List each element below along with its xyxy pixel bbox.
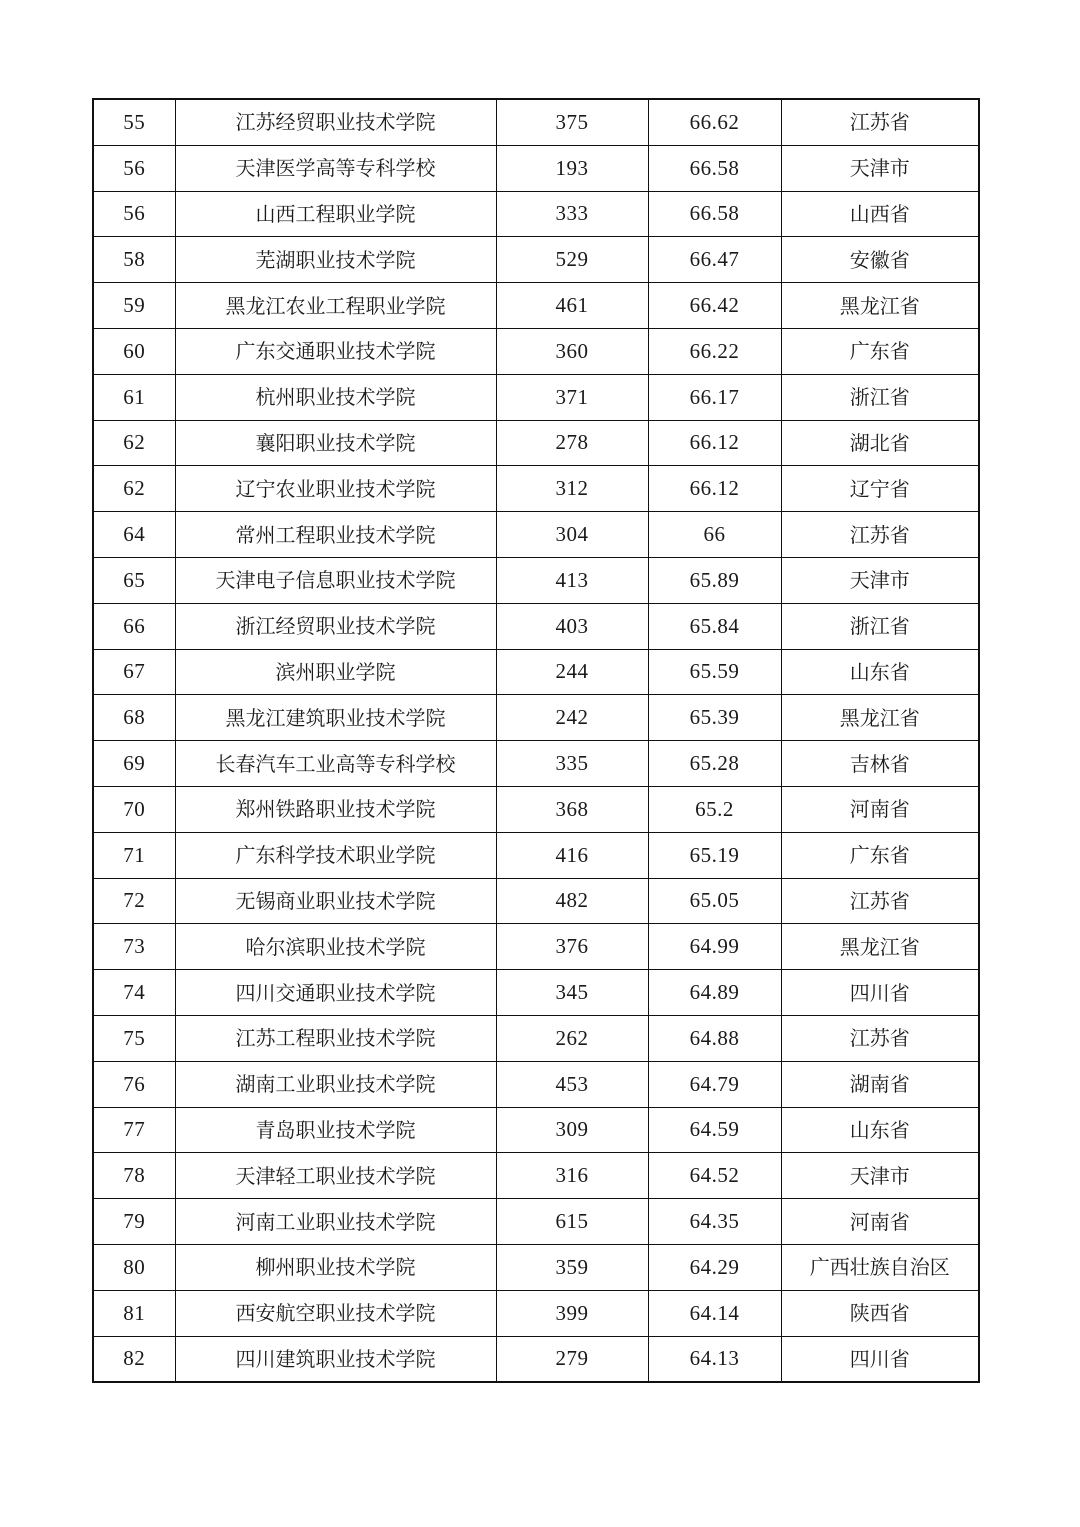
rank-cell: 59 [93, 283, 175, 329]
rank-cell: 78 [93, 1153, 175, 1199]
count-cell: 371 [496, 374, 648, 420]
count-cell: 368 [496, 786, 648, 832]
school-name-cell: 芜湖职业技术学院 [175, 237, 496, 283]
school-name-cell: 四川交通职业技术学院 [175, 970, 496, 1016]
score-cell: 64.35 [648, 1199, 781, 1245]
rank-cell: 67 [93, 649, 175, 695]
rank-cell: 56 [93, 145, 175, 191]
count-cell: 359 [496, 1244, 648, 1290]
school-name-cell: 黑龙江建筑职业技术学院 [175, 695, 496, 741]
school-name-cell: 无锡商业职业技术学院 [175, 878, 496, 924]
school-name-cell: 四川建筑职业技术学院 [175, 1336, 496, 1382]
score-cell: 65.84 [648, 603, 781, 649]
rank-cell: 65 [93, 557, 175, 603]
table-row [93, 741, 979, 787]
count-cell: 316 [496, 1153, 648, 1199]
region-cell: 山东省 [781, 649, 979, 695]
count-cell: 333 [496, 191, 648, 237]
count-cell: 279 [496, 1336, 648, 1382]
rank-cell: 56 [93, 191, 175, 237]
region-cell: 河南省 [781, 1199, 979, 1245]
region-cell: 黑龙江省 [781, 924, 979, 970]
school-name-cell: 湖南工业职业技术学院 [175, 1061, 496, 1107]
score-cell: 64.88 [648, 1015, 781, 1061]
count-cell: 262 [496, 1015, 648, 1061]
table-row [93, 695, 979, 741]
school-name-cell: 浙江经贸职业技术学院 [175, 603, 496, 649]
region-cell: 广西壮族自治区 [781, 1244, 979, 1290]
count-cell: 193 [496, 145, 648, 191]
school-name-cell: 滨州职业学院 [175, 649, 496, 695]
region-cell: 浙江省 [781, 603, 979, 649]
count-cell: 482 [496, 878, 648, 924]
table-row [93, 1153, 979, 1199]
region-cell: 广东省 [781, 832, 979, 878]
rank-cell: 69 [93, 741, 175, 787]
count-cell: 529 [496, 237, 648, 283]
school-name-cell: 河南工业职业技术学院 [175, 1199, 496, 1245]
region-cell: 黑龙江省 [781, 283, 979, 329]
count-cell: 615 [496, 1199, 648, 1245]
table-row [93, 1290, 979, 1336]
region-cell: 山西省 [781, 191, 979, 237]
rank-cell: 58 [93, 237, 175, 283]
score-cell: 66.62 [648, 99, 781, 145]
region-cell: 江苏省 [781, 512, 979, 558]
region-cell: 湖南省 [781, 1061, 979, 1107]
count-cell: 375 [496, 99, 648, 145]
table-row [93, 145, 979, 191]
region-cell: 四川省 [781, 970, 979, 1016]
region-cell: 吉林省 [781, 741, 979, 787]
score-cell: 66.42 [648, 283, 781, 329]
school-name-cell: 江苏经贸职业技术学院 [175, 99, 496, 145]
school-name-cell: 黑龙江农业工程职业学院 [175, 283, 496, 329]
table-row [93, 832, 979, 878]
table-row [93, 603, 979, 649]
rank-cell: 76 [93, 1061, 175, 1107]
score-cell: 65.59 [648, 649, 781, 695]
score-cell: 66.58 [648, 145, 781, 191]
region-cell: 江苏省 [781, 1015, 979, 1061]
score-cell: 64.14 [648, 1290, 781, 1336]
table-row [93, 878, 979, 924]
region-cell: 河南省 [781, 786, 979, 832]
region-cell: 陕西省 [781, 1290, 979, 1336]
count-cell: 312 [496, 466, 648, 512]
school-name-cell: 天津轻工职业技术学院 [175, 1153, 496, 1199]
school-name-cell: 长春汽车工业高等专科学校 [175, 741, 496, 787]
table-row [93, 557, 979, 603]
score-cell: 66.12 [648, 466, 781, 512]
count-cell: 309 [496, 1107, 648, 1153]
table-row [93, 466, 979, 512]
rank-cell: 68 [93, 695, 175, 741]
table-row [93, 786, 979, 832]
rank-cell: 60 [93, 328, 175, 374]
school-name-cell: 西安航空职业技术学院 [175, 1290, 496, 1336]
table-row [93, 1107, 979, 1153]
ranking-table [92, 98, 980, 1383]
count-cell: 399 [496, 1290, 648, 1336]
table-row [93, 649, 979, 695]
table-row [93, 99, 979, 145]
table-row [93, 191, 979, 237]
score-cell: 66.58 [648, 191, 781, 237]
rank-cell: 77 [93, 1107, 175, 1153]
count-cell: 304 [496, 512, 648, 558]
rank-cell: 72 [93, 878, 175, 924]
score-cell: 65.89 [648, 557, 781, 603]
school-name-cell: 襄阳职业技术学院 [175, 420, 496, 466]
score-cell: 66.22 [648, 328, 781, 374]
score-cell: 64.13 [648, 1336, 781, 1382]
score-cell: 66.47 [648, 237, 781, 283]
count-cell: 335 [496, 741, 648, 787]
score-cell: 65.2 [648, 786, 781, 832]
region-cell: 江苏省 [781, 878, 979, 924]
table-row [93, 374, 979, 420]
table-row [93, 1336, 979, 1382]
count-cell: 242 [496, 695, 648, 741]
rank-cell: 55 [93, 99, 175, 145]
rank-cell: 75 [93, 1015, 175, 1061]
table-row [93, 1244, 979, 1290]
table-row [93, 512, 979, 558]
count-cell: 376 [496, 924, 648, 970]
school-name-cell: 常州工程职业技术学院 [175, 512, 496, 558]
score-cell: 65.05 [648, 878, 781, 924]
rank-cell: 80 [93, 1244, 175, 1290]
score-cell: 64.99 [648, 924, 781, 970]
school-name-cell: 广东交通职业技术学院 [175, 328, 496, 374]
rank-cell: 62 [93, 420, 175, 466]
school-name-cell: 杭州职业技术学院 [175, 374, 496, 420]
region-cell: 山东省 [781, 1107, 979, 1153]
count-cell: 416 [496, 832, 648, 878]
school-name-cell: 柳州职业技术学院 [175, 1244, 496, 1290]
count-cell: 278 [496, 420, 648, 466]
score-cell: 66 [648, 512, 781, 558]
score-cell: 64.29 [648, 1244, 781, 1290]
school-name-cell: 天津医学高等专科学校 [175, 145, 496, 191]
count-cell: 413 [496, 557, 648, 603]
score-cell: 65.28 [648, 741, 781, 787]
count-cell: 453 [496, 1061, 648, 1107]
table-row [93, 1015, 979, 1061]
score-cell: 65.19 [648, 832, 781, 878]
table-body [93, 99, 979, 1382]
count-cell: 461 [496, 283, 648, 329]
rank-cell: 64 [93, 512, 175, 558]
region-cell: 湖北省 [781, 420, 979, 466]
region-cell: 天津市 [781, 1153, 979, 1199]
rank-cell: 81 [93, 1290, 175, 1336]
region-cell: 江苏省 [781, 99, 979, 145]
table-row [93, 420, 979, 466]
region-cell: 辽宁省 [781, 466, 979, 512]
school-name-cell: 辽宁农业职业技术学院 [175, 466, 496, 512]
rank-cell: 73 [93, 924, 175, 970]
school-name-cell: 青岛职业技术学院 [175, 1107, 496, 1153]
rank-cell: 79 [93, 1199, 175, 1245]
rank-cell: 61 [93, 374, 175, 420]
rank-cell: 74 [93, 970, 175, 1016]
table-row [93, 328, 979, 374]
count-cell: 403 [496, 603, 648, 649]
school-name-cell: 哈尔滨职业技术学院 [175, 924, 496, 970]
score-cell: 66.17 [648, 374, 781, 420]
table-row [93, 970, 979, 1016]
rank-cell: 70 [93, 786, 175, 832]
table-row [93, 283, 979, 329]
region-cell: 天津市 [781, 557, 979, 603]
score-cell: 64.79 [648, 1061, 781, 1107]
rank-cell: 82 [93, 1336, 175, 1382]
school-name-cell: 江苏工程职业技术学院 [175, 1015, 496, 1061]
count-cell: 345 [496, 970, 648, 1016]
count-cell: 244 [496, 649, 648, 695]
score-cell: 65.39 [648, 695, 781, 741]
rank-cell: 62 [93, 466, 175, 512]
rank-cell: 66 [93, 603, 175, 649]
count-cell: 360 [496, 328, 648, 374]
region-cell: 天津市 [781, 145, 979, 191]
school-name-cell: 山西工程职业学院 [175, 191, 496, 237]
region-cell: 四川省 [781, 1336, 979, 1382]
table-row [93, 1199, 979, 1245]
rank-cell: 71 [93, 832, 175, 878]
region-cell: 安徽省 [781, 237, 979, 283]
score-cell: 64.52 [648, 1153, 781, 1199]
region-cell: 黑龙江省 [781, 695, 979, 741]
region-cell: 广东省 [781, 328, 979, 374]
table-row [93, 1061, 979, 1107]
school-name-cell: 广东科学技术职业学院 [175, 832, 496, 878]
school-name-cell: 郑州铁路职业技术学院 [175, 786, 496, 832]
table-row [93, 924, 979, 970]
score-cell: 64.59 [648, 1107, 781, 1153]
score-cell: 66.12 [648, 420, 781, 466]
score-cell: 64.89 [648, 970, 781, 1016]
region-cell: 浙江省 [781, 374, 979, 420]
school-name-cell: 天津电子信息职业技术学院 [175, 557, 496, 603]
table-row [93, 237, 979, 283]
